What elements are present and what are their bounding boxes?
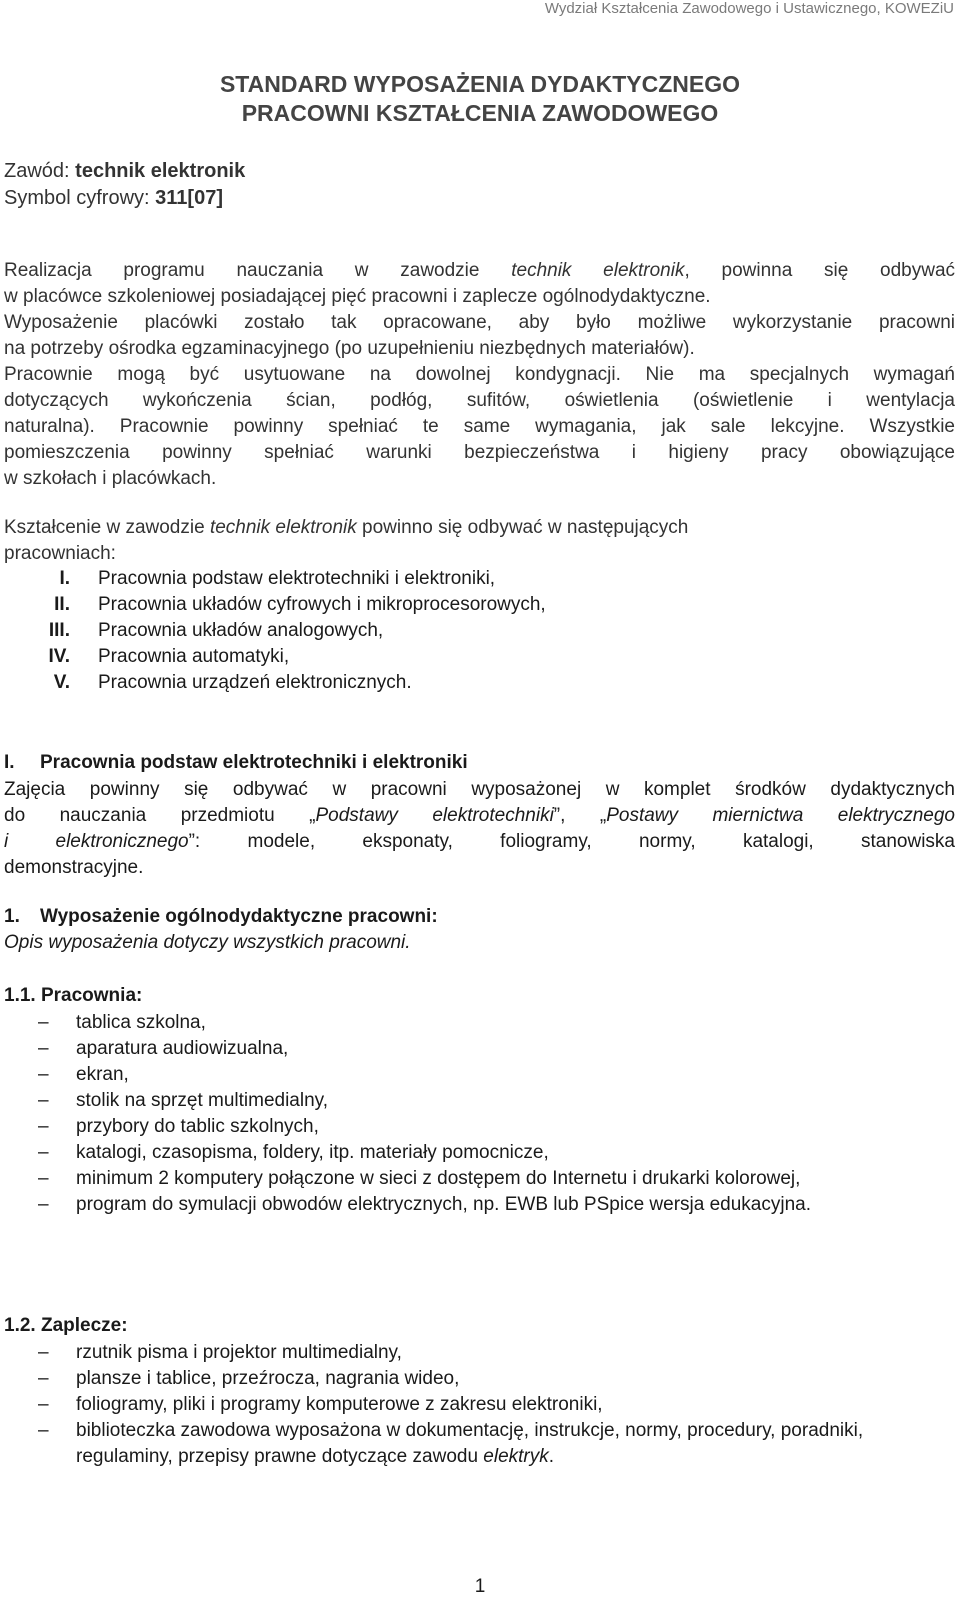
list-item (4, 1114, 955, 1140)
list-item (4, 566, 546, 592)
list-item (4, 1166, 955, 1192)
subsection-title: Wyposażenie ogólnodydaktyczne pracowni: (40, 906, 438, 927)
list-item (4, 1140, 955, 1166)
lead-text: powinno się odbywać w następujących (362, 517, 689, 538)
equipment-list (4, 1010, 955, 1218)
intro-line: Pracownie mogą być usytuowane na dowolnej kondygnacji. Nie ma specjalnych wymagań (4, 364, 955, 385)
list-item (4, 1062, 955, 1088)
workshops-list (4, 566, 546, 696)
list-label (76, 1418, 955, 1470)
section-body-line: Zajęcia powinny się odbywać w pracowni wyposażonej w komplet środków dydaktycznych (4, 779, 955, 800)
workshops-lead (4, 515, 955, 567)
dash-bullet: – (38, 1038, 49, 1059)
profession-label: Zawód: (4, 160, 70, 182)
dash-bullet: – (38, 1368, 49, 1389)
list-label: Pracownia układów cyfrowych i mikroprocesorowych, (98, 594, 546, 615)
title-line-2: PRACOWNI KSZTAŁCENIA ZAWODOWEGO (241, 100, 719, 126)
dash-bullet: – (38, 1142, 49, 1163)
section-body-line (4, 829, 955, 855)
list-text: . (548, 1446, 555, 1467)
list-label: Pracownia układów analogowych, (98, 620, 384, 641)
list-label: przybory do tablic szkolnych, (76, 1116, 319, 1137)
list-number: II. (54, 594, 70, 615)
intro-profession-italic: technik elektronik (511, 260, 685, 281)
section-number: I. (4, 752, 15, 773)
lead-profession-italic: technik elektronik (209, 517, 357, 538)
list-item (4, 1010, 955, 1036)
intro-paragraph (4, 258, 955, 492)
list-item (4, 644, 546, 670)
dash-bullet: – (38, 1064, 49, 1085)
dash-bullet: – (38, 1342, 49, 1363)
dash-bullet: – (38, 1420, 49, 1441)
symbol-value: 311[07] (155, 187, 223, 209)
intro-text: Realizacja programu nauczania w zawodzie (4, 260, 480, 281)
list-item (4, 1036, 955, 1062)
list-number: V. (53, 672, 70, 693)
section-title: Pracownia podstaw elektrotechniki i elektroniki (40, 752, 468, 773)
list-item (4, 1340, 955, 1366)
intro-line: w placówce szkoleniowej posiadającej pięć pracowni i zaplecze ogólnodydaktyczne. (4, 286, 711, 307)
document-title (0, 70, 960, 128)
list-label: tablica szkolna, (76, 1012, 206, 1033)
list-label: program do symulacji obwodów elektrycznych, np. EWB lub PSpice wersja edukacyjna. (76, 1194, 811, 1215)
dash-bullet: – (38, 1394, 49, 1415)
list-label: ekran, (76, 1064, 129, 1085)
list-item (4, 1392, 955, 1418)
list-item (4, 1088, 955, 1114)
list-item (4, 670, 546, 696)
subsection-heading: 1.2. Zaplecze: (4, 1315, 128, 1336)
subject-italic: i elektronicznego (4, 831, 189, 852)
list-item (4, 592, 546, 618)
body-text: do nauczania przedmiotu „ (4, 805, 316, 826)
list-label: katalogi, czasopisma, foldery, itp. materiały pomocnicze, (76, 1142, 549, 1163)
list-label: stolik na sprzęt multimedialny, (76, 1090, 329, 1111)
running-header: Wydział Kształcenia Zawodowego i Ustawicznego, KOWEZiU (544, 0, 954, 17)
list-item (4, 1192, 955, 1218)
list-number: I. (59, 568, 70, 589)
intro-text: , powinna się odbywać (684, 260, 956, 281)
lead-text: Kształcenie w zawodzie (4, 517, 205, 538)
list-label: Pracownia urządzeń elektronicznych. (98, 672, 412, 693)
section-body-line: demonstracyjne. (4, 857, 144, 878)
dash-bullet: – (38, 1116, 49, 1137)
section-body-line (4, 803, 955, 829)
subject-italic: Podstawy elektrotechniki (315, 805, 554, 826)
list-label: Pracownia automatyki, (98, 646, 290, 667)
list-label: minimum 2 komputery połączone w sieci z dostępem do Internetu i drukarki kolorowej, (76, 1168, 801, 1189)
lead-line (4, 515, 955, 541)
list-text: biblioteczka zawodowa wyposażona w dokumentację, instrukcje, normy, procedury, poradniki, regulaminy, przepisy prawne dotyczące zawodu (76, 1420, 864, 1467)
list-number: III. (48, 620, 70, 641)
list-label: aparatura audiowizualna, (76, 1038, 289, 1059)
dash-bullet: – (38, 1090, 49, 1111)
dash-bullet: – (38, 1194, 49, 1215)
list-item (4, 1366, 955, 1392)
dash-bullet: – (38, 1168, 49, 1189)
storage-list (4, 1340, 955, 1470)
list-label: plansze i tablice, przeźrocza, nagrania wideo, (76, 1368, 460, 1389)
subsection-number: 1. (4, 906, 20, 927)
profession-value: technik elektronik (75, 160, 246, 182)
intro-line: w szkołach i placówkach. (4, 468, 217, 489)
section-heading (4, 750, 468, 776)
section-body (4, 777, 955, 881)
profession-info (4, 158, 245, 212)
list-item (4, 618, 546, 644)
intro-line: dotyczących wykończenia ścian, podłóg, sufitów, oświetlenia (oświetlenie i wentylacja (4, 390, 955, 411)
symbol-row (4, 185, 245, 212)
dash-bullet: – (38, 1012, 49, 1033)
intro-line: naturalna). Pracownie powinny spełniać te same wymagania, jak sale lekcyjne. Wszystkie (4, 416, 955, 437)
subject-italic: Postawy miernictwa elektrycznego (606, 805, 955, 826)
profession-row (4, 158, 245, 185)
body-text: ”: modele, eksponaty, foliogramy, normy, katalogi, stanowiska (188, 831, 955, 852)
intro-line: Wyposażenie placówki zostało tak opracowane, aby było możliwe wykorzystanie pracowni (4, 312, 955, 333)
subsection-note: Opis wyposażenia dotyczy wszystkich pracowni. (4, 932, 411, 953)
body-text: ”, „ (553, 805, 607, 826)
symbol-label: Symbol cyfrowy: (4, 187, 150, 209)
list-label: rzutnik pisma i projektor multimedialny, (76, 1342, 402, 1363)
title-line-1: STANDARD WYPOSAŻENIA DYDAKTYCZNEGO (219, 71, 741, 97)
subsection-heading: 1.1. Pracownia: (4, 985, 143, 1006)
list-number: IV. (48, 646, 70, 667)
profession-italic: elektryk (483, 1446, 549, 1467)
subsection-heading (4, 904, 438, 930)
lead-line: pracowniach: (4, 543, 116, 564)
page-number: 1 (474, 1576, 486, 1597)
list-label: foliogramy, pliki i programy komputerowe z zakresu elektroniki, (76, 1394, 603, 1415)
intro-line: pomieszczenia powinny spełniać warunki bezpieczeństwa i higieny pracy obowiązujące (4, 442, 955, 463)
intro-line (4, 258, 955, 284)
list-item (4, 1418, 955, 1470)
list-label: Pracownia podstaw elektrotechniki i elektroniki, (98, 568, 496, 589)
intro-line: na potrzeby ośrodka egzaminacyjnego (po uzupełnieniu niezbędnych materiałów). (4, 338, 695, 359)
